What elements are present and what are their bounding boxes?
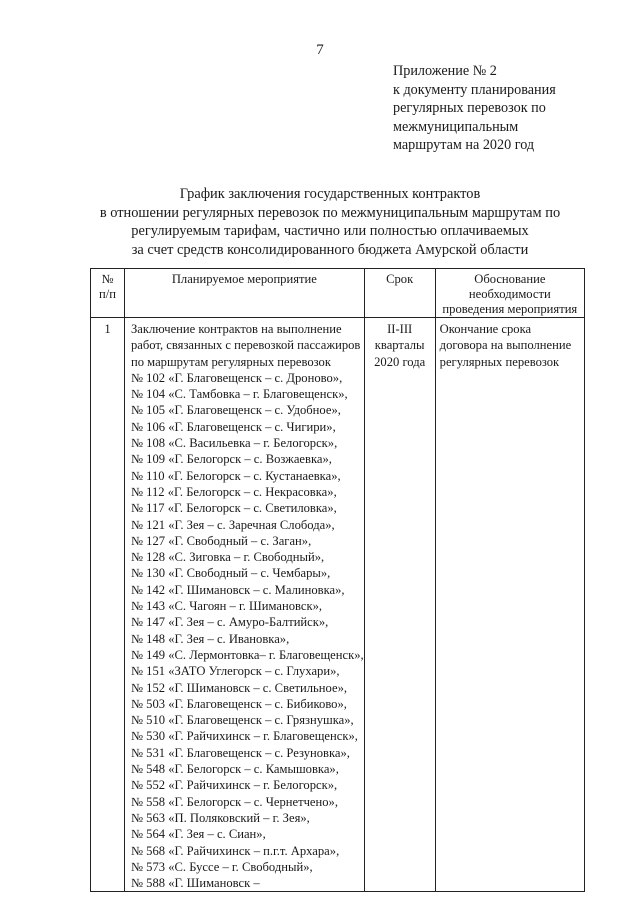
route-item: № 127 «Г. Свободный – с. Заган», [131,533,312,548]
route-item: № 104 «С. Тамбовка – г. Благовещенск», [131,387,348,402]
route-item: № 147 «Г. Зея – с. Амуро-Балтийск», [131,615,329,630]
route-item: № 148 «Г. Зея – с. Ивановка», [131,631,290,646]
route-item: № 552 «Г. Райчихинск – г. Белогорск», [131,778,338,793]
route-item: № 510 «Г. Благовещенск – с. Грязнушка», [131,713,354,728]
route-item: № 558 «Г. Белогорск – с. Чернетчено», [131,794,339,809]
activity-intro-line: Заключение контрактов на выполнение [131,322,342,336]
route-item: № 109 «Г. Белогорск – с. Возжаевка», [131,452,332,467]
route-item: № 152 «Г. Шимановск – с. Светильное», [131,680,348,695]
route-item: № 573 «С. Буссе – г. Свободный», [131,859,313,874]
appendix-line: к документу планирования [393,81,556,98]
route-item: № 588 «Г. Шимановск – [131,876,260,891]
route-item: № 112 «Г. Белогорск – с. Некрасовка», [131,484,337,499]
route-item: № 568 «Г. Райчихинск – п.г.т. Архара», [131,843,340,858]
route-item: № 563 «П. Поляковский – г. Зея», [131,810,310,825]
row-term: II-III кварталы 2020 года [364,318,435,892]
document-title [80,185,580,259]
route-item: № 128 «С. Зиговка – г. Свободный», [131,550,325,565]
route-item: № 117 «Г. Белогорск – с. Светиловка», [131,501,337,516]
header-basis: Обоснование необходимости проведения мероприятия [435,269,584,318]
routes-list [131,370,364,892]
route-item: № 548 «Г. Белогорск – с. Камышовка», [131,762,339,777]
header-activity: Планируемое мероприятие [125,269,365,318]
header-number: № п/п [91,269,125,318]
route-item: № 102 «Г. Благовещенск – с. Дроново», [131,370,343,385]
route-item: № 151 «ЗАТО Углегорск – с. Глухари», [131,664,340,679]
route-item: № 106 «Г. Благовещенск – с. Чигири», [131,419,336,434]
title-line: График заключения государственных контрактов [179,186,481,202]
route-item: № 531 «Г. Благовещенск – с. Резуновка», [131,745,350,760]
appendix-line: межмуниципальным [393,118,519,135]
route-item: № 149 «С. Лермонтовка– г. Благовещенск», [131,647,364,662]
appendix-line: регулярных перевозок по [393,100,546,116]
route-item: № 130 «Г. Свободный – с. Чембары», [131,566,331,581]
table-row [91,318,585,892]
title-line: регулируемым тарифам, частично или полностью оплачиваемых [131,223,529,239]
table-header-row [91,269,585,318]
row-activity [125,318,365,892]
route-item: № 110 «Г. Белогорск – с. Кустанаевка», [131,468,341,483]
route-item: № 503 «Г. Благовещенск – с. Бибиково», [131,696,347,711]
route-item: № 142 «Г. Шимановск – с. Малиновка», [131,582,345,597]
route-item: № 108 «С. Васильевка – г. Белогорск», [131,436,338,451]
row-number: 1 [91,318,125,892]
route-item: № 530 «Г. Райчихинск – г. Благовещенск», [131,729,358,744]
activity-intro-line: по маршрутам регулярных перевозок [131,354,331,369]
appendix-note [393,62,623,155]
appendix-line: маршрутам на 2020 год [393,137,535,153]
page-number: 7 [316,42,324,58]
route-item: № 121 «Г. Зея – с. Заречная Слобода», [131,517,335,532]
schedule-table [90,268,585,892]
appendix-line: Приложение № 2 [393,63,497,79]
title-line: за счет средств консолидированного бюджета Амурской области [131,241,529,258]
route-item: № 105 «Г. Благовещенск – с. Удобное», [131,403,341,418]
activity-intro-line: работ, связанных с перевозкой пассажиров [131,338,361,353]
header-term: Срок [364,269,435,318]
route-item: № 564 «Г. Зея – с. Сиан», [131,827,266,842]
row-basis: Окончание срока договора на выполнение регулярных перевозок [435,318,584,892]
title-line: в отношении регулярных перевозок по межмуниципальным маршрутам по [99,204,561,221]
route-item: № 143 «С. Чагоян – г. Шимановск», [131,599,323,614]
